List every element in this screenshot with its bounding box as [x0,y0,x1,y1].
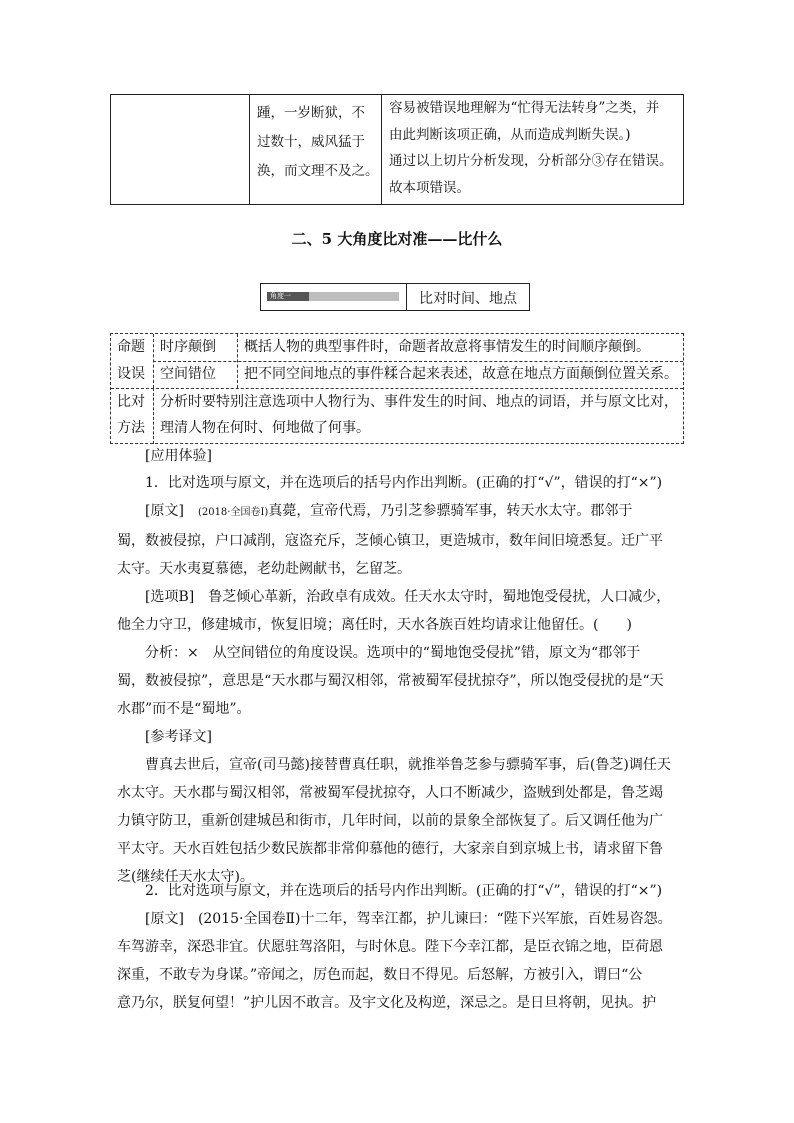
method-table-label-3b: 方法 [117,420,145,436]
q1-reference-line4: 平太守。天水百姓包括少数民族都非常仰慕他的德行，大家亲自到京城上书，请求留下鲁 [117,841,663,857]
top-table-col3-line: 由此判断该项正确，从而造成判断失误。) [389,126,631,143]
q2-original-label: [原文] [145,911,184,927]
q1-option [117,583,683,611]
method-table-label-2: 设误 [117,366,145,382]
angle-header-box [260,283,530,311]
q1-analysis-line3: 水郡”而不是“蜀地”。 [117,701,251,717]
q1-analysis-line2: 蜀，数被侵掠”，意思是“天水郡与蜀汉相邻，常被蜀军侵扰掠夺”，所以饱受侵扰的是“天 [117,673,664,689]
q1-reference-line2: 水太守。天水郡与蜀汉相邻，常被蜀军侵扰掠夺，人口不断减少，盗贼到处都是，鲁芝竭 [117,785,663,801]
q2-question: 2．比对选项与原文，并在选项后的括号内作出判断。(正确的打“√”，错误的打“×”) [145,883,663,899]
q1-reference-line3: 力镇守防卫，重新创建城邑和街市，几年时间，以前的景象全部恢复了。后又调任他为广 [117,813,663,829]
q1-reference-label: [参考译文] [145,729,212,745]
q1-original [117,497,683,527]
angle-header-tag-area [261,284,407,310]
q1-original-line1: 真薨，宣帝代焉，乃引芝参骠骑军事，转天水太守。郡邻于 [268,503,633,519]
q1-reference-line1: 曹真去世后，宣帝(司马懿)接替曹真任职，就推举鲁芝参与骠骑军事，后(鲁芝)调任天 [145,757,671,773]
q1-original-line3: 太守。天水夷夏慕德，老幼赴阙献书，乞留芝。 [117,561,411,577]
q1-option-label: [选项B] [145,589,195,605]
q2-original-line1: (2015·全国卷Ⅱ)十二年，驾幸江都，护儿谏曰：“陛下兴军旅，百姓易咨怨。 [197,911,672,927]
q2-original [117,905,683,933]
method-table-label-1: 命题 [117,339,145,355]
q1-option-line2: 他全力守卫，修建城市，恢复旧境；离任时，天水各族百姓均请求让他留任。( ) [117,617,632,633]
method-table [110,333,684,444]
top-table-col2-line: 踵，一岁断狱，不 [257,105,365,121]
method-table-desc-space: 把不同空间地点的事件糅合起来表述，故意在地点方面颠倒位置关系。 [244,366,678,382]
q2-original-line2: 车驾游幸，深恐非宜。伏愿驻驾洛阳，与时休息。陛下今幸江都，是臣衣锦之地，臣荷恩 [117,939,663,955]
top-table-col3-line: 故本项错误。 [389,179,470,196]
q1-analysis-line1: 分析：× 从空间错位的角度设误。选项中的“蜀地饱受侵扰”错，原文为“郡邻于 [145,645,641,661]
method-table-method-line2: 理清人物在何时、何地做了何事。 [160,420,370,436]
top-table-col3-line: 容易被错误地理解为“忙得无法转身”之类，并 [389,100,660,116]
apply-label-text: [应用体验] [145,448,212,464]
top-table-col3-line: 通过以上切片分析发现，分析部分③存在错误。 [389,153,673,169]
q1-original-source: (2018·全国卷Ⅰ) [197,507,269,518]
q2-original-line4: 意乃尔，朕复何望！”护儿因不敢言。及宇文化及构逆，深忌之。是日旦将朝，见执。护 [117,995,657,1011]
q1-option-line1: 鲁芝倾心革新，治政卓有成效。任天水太守时，蜀地饱受侵扰，人口减少， [208,589,671,605]
top-table-col2-line: 过数十，威风猛于 [257,134,365,150]
method-table-type-space: 空间错位 [160,366,216,382]
top-table-col3 [389,95,673,201]
angle-header-title: 比对时间、地点 [419,291,517,307]
method-table-label-3a: 比对 [117,394,145,410]
method-table-type-time: 时序颠倒 [160,339,216,355]
top-table-col2 [257,99,379,186]
question-2 [117,877,683,1017]
top-table-col2-line: 涣，而文理不及之。 [257,163,379,179]
apply-label [145,442,711,470]
method-table-method-line1: 分析时要特别注意选项中人物行为、事件发生的时间、地点的词语，并与原文比对， [160,394,678,410]
question-1 [117,469,683,891]
top-table [110,94,684,205]
q1-reference-line5: 芝(继续任天水太守)。 [117,869,254,885]
q1-original-line2: 蜀，数被侵掠，户口减削，寇盗充斥，芝倾心镇卫，更造城市，数年间旧境悉复。迁广平 [117,533,663,549]
section-title: 二、5 大角度比对准——比什么 [291,230,503,248]
method-table-desc-time: 概括人物的典型事件时，命题者故意将事情发生的时间顺序颠倒。 [244,339,650,355]
q1-question: 1．比对选项与原文，并在选项后的括号内作出判断。(正确的打“√”，错误的打“×”) [145,475,663,491]
angle-header-tag: 角度一 [270,292,291,300]
q2-original-line3: 深重，不敢专为身谋。”帝闻之，厉色而起，数日不得见。后怒解，方被引入，谓曰“公 [117,967,643,983]
q1-original-label: [原文] [145,503,184,519]
